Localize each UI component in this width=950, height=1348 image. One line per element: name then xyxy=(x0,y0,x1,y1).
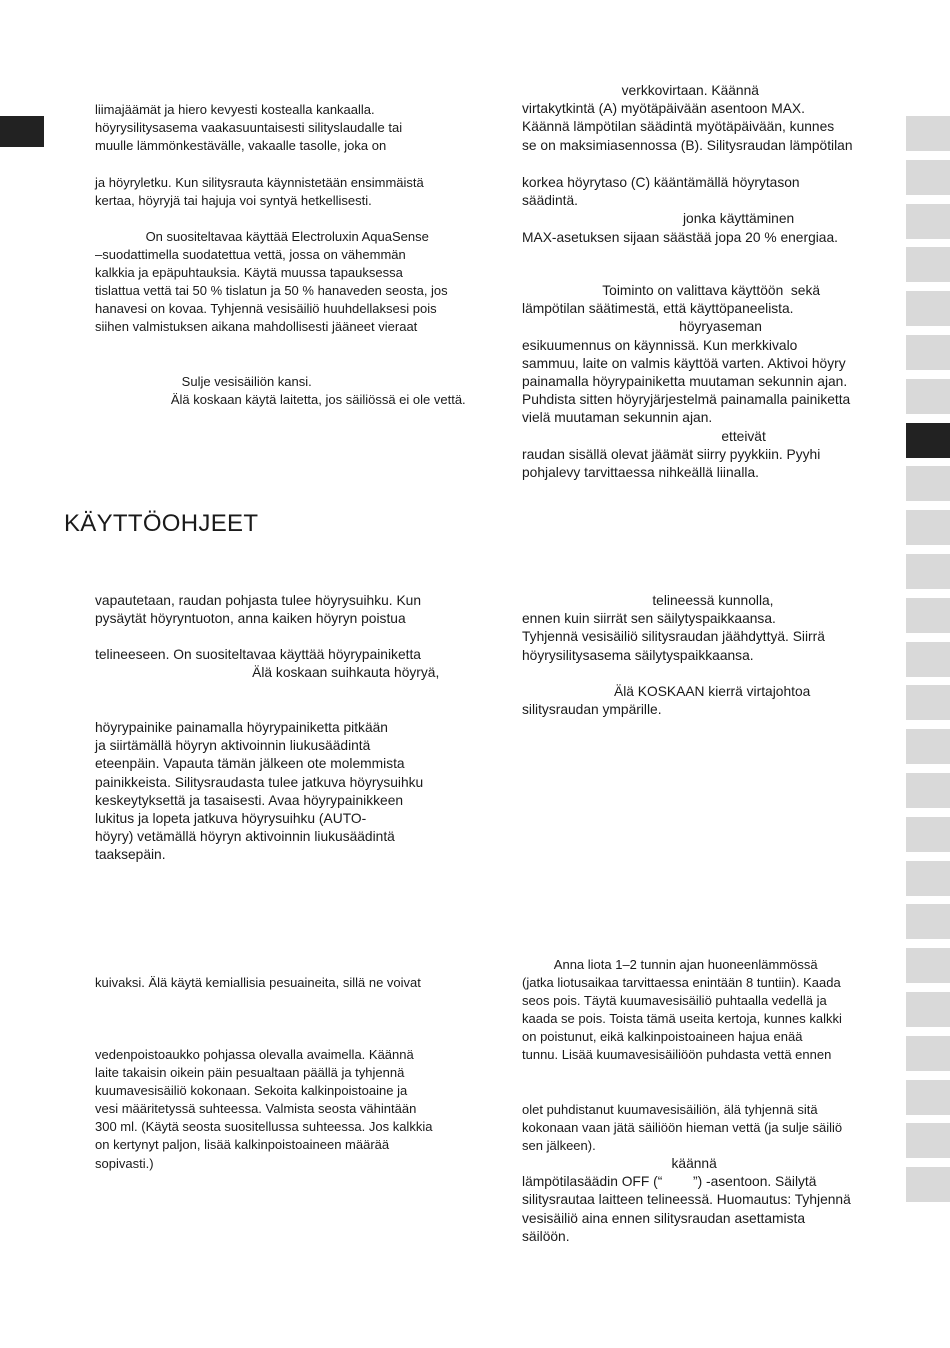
text-line: Älä KOSKAAN kierrä virtajohtoa xyxy=(522,684,811,699)
text-block xyxy=(95,592,421,628)
text-block xyxy=(522,956,842,1065)
text-line: On suositeltavaa käyttää Electroluxin AquaSense xyxy=(95,229,429,244)
text-line: höyrysilitysasema säilytyspaikkaansa. xyxy=(522,647,754,663)
text-line: siihen valmistuksen aikana mahdollisesti jääneet vieraat xyxy=(95,319,418,335)
text-line: ennen kuin siirrät sen säilytyspaikkaansa. xyxy=(522,611,776,627)
text-line: sopivasti.) xyxy=(95,1155,154,1171)
text-block xyxy=(95,373,466,409)
text-line: korkea höyrytaso (C) kääntämällä höyrytason xyxy=(522,175,800,190)
language-tab[interactable] xyxy=(906,817,950,852)
text-line: virtakytkintä (A) myötäpäivään asentoon MAX. xyxy=(522,101,805,117)
text-block xyxy=(522,82,853,155)
text-line: on kertynyt paljon, lisää kalkinpoistoaineen määrää xyxy=(95,1137,390,1153)
text-line: kertaa, höyryjä tai hajuja voi syntyä hetkellisesti. xyxy=(95,193,372,209)
text-line: kalkkia ja epäpuhtauksia. Käytä muussa tapauksessa xyxy=(95,265,403,281)
text-line: Älä koskaan käytä laitetta, jos säiliössä ei ole vettä. xyxy=(95,392,466,408)
text-line: höyrysilitysasema vaakasuuntaisesti silityslaudalle tai xyxy=(95,120,403,136)
section-heading: KÄYTTÖOHJEET xyxy=(64,510,259,537)
text-line: painamalla höyrypainiketta muutaman sekunnin ajan. xyxy=(522,374,848,390)
text-block xyxy=(522,1155,851,1246)
text-line: Käännä lämpötilan säädintä myötäpäivään, kunnes xyxy=(522,119,835,135)
text-line: seos pois. Täytä kuumavesisäiliö puhtaalla vedellä ja xyxy=(522,993,827,1009)
text-line: lämpötilan säätimestä, että käyttöpaneelista. xyxy=(522,301,794,317)
language-tab[interactable] xyxy=(906,861,950,896)
text-line: (jatka liotusaikaa tarvittaessa enintään 8 tuntiin). Kaada xyxy=(522,975,841,991)
text-block xyxy=(95,974,421,992)
language-tab[interactable] xyxy=(906,204,950,239)
language-tab[interactable] xyxy=(906,379,950,414)
text-line: kaada se pois. Toista tämä useita kertoja, kunnes kalkki xyxy=(522,1011,842,1027)
text-block xyxy=(522,592,825,665)
text-line: muulle lämmönkestävälle, vakaalle tasolle, joka on xyxy=(95,138,387,154)
text-line: keskeytyksettä ja tasaisesti. Avaa höyrypainikkeen xyxy=(95,792,404,808)
text-line: käännä xyxy=(522,1156,717,1171)
language-tab[interactable] xyxy=(906,160,950,195)
text-line: Puhdista sitten höyryjärjestelmä painamalla painiketta xyxy=(522,392,851,408)
text-line: pysäytät höyryntuoton, anna kaiken höyryn poistua xyxy=(95,611,406,627)
text-block xyxy=(95,646,439,682)
text-block xyxy=(522,282,850,482)
language-tab[interactable] xyxy=(906,335,950,370)
text-block xyxy=(522,174,838,247)
text-line: vielä muutaman sekunnin ajan. xyxy=(522,410,713,426)
language-tab[interactable] xyxy=(906,773,950,808)
language-tab[interactable] xyxy=(906,729,950,764)
language-tab-strip xyxy=(906,116,950,1211)
text-line: ja höyryletku. Kun silitysrauta käynnistetään ensimmäistä xyxy=(95,175,424,190)
text-line: lukitus ja lopeta jatkuva höyrysuihku (AUTO- xyxy=(95,811,367,827)
text-line: MAX-asetuksen sijaan säästää jopa 20 % energiaa. xyxy=(522,229,838,245)
text-line: vesi määritetyssä suhteessa. Valmista seosta vähintään xyxy=(95,1101,417,1117)
text-line: silitysrautaa laitteen telineessä. Huomautus: Tyhjennä xyxy=(522,1192,851,1208)
text-line: säädintä. xyxy=(522,193,578,209)
text-line: kokonaan vaan jätä säiliöön hieman vettä (ja sulje säiliö xyxy=(522,1120,843,1136)
language-tab-active[interactable] xyxy=(906,423,950,458)
text-line: Älä koskaan suihkauta höyryä, xyxy=(95,665,440,681)
language-tab[interactable] xyxy=(906,992,950,1027)
text-line: 300 ml. (Käytä seosta suositellussa suhteessa. Jos kalkkia xyxy=(95,1119,433,1135)
language-tab[interactable] xyxy=(906,685,950,720)
text-line: sammuu, laite on valmis käyttöä varten. Aktivoi höyry xyxy=(522,355,846,371)
text-block xyxy=(95,174,424,210)
text-line: vapautetaan, raudan pohjasta tulee höyrysuihku. Kun xyxy=(95,593,421,608)
language-marker-tab xyxy=(0,116,44,147)
text-line: raudan sisällä olevat jäämät siirry pyykkiin. Pyyhi xyxy=(522,446,821,462)
text-line: olet puhdistanut kuumavesisäiliön, älä tyhjennä sitä xyxy=(522,1102,818,1117)
text-line: Tyhjennä vesisäiliö silitysraudan jäähdyttyä. Siirrä xyxy=(522,629,825,645)
text-line: Anna liota 1–2 tunnin ajan huoneenlämmössä xyxy=(522,957,818,972)
text-line: höyrypainike painamalla höyrypainiketta pitkään xyxy=(95,720,388,735)
text-line: –suodattimella suodatettua vettä, jossa on vähemmän xyxy=(95,247,406,263)
text-line: lämpötilasäädin OFF (“ ”) -asentoon. Säilytä xyxy=(522,1174,817,1190)
language-tab[interactable] xyxy=(906,554,950,589)
language-tab[interactable] xyxy=(906,510,950,545)
text-line: Sulje vesisäiliön kansi. xyxy=(95,374,312,389)
text-block xyxy=(95,228,448,337)
text-line: tislattua vettä tai 50 % tislatun ja 50 % hanaveden seosta, jos xyxy=(95,283,448,299)
text-line: höyry) vetämällä höyryn aktivoinnin liukusäädintä xyxy=(95,829,395,845)
language-tab[interactable] xyxy=(906,247,950,282)
text-line: eteenpäin. Vapauta tämän jälkeen ote molemmista xyxy=(95,756,405,772)
text-line: jonka käyttäminen xyxy=(522,211,795,227)
text-line: liimajäämät ja hiero kevyesti kostealla kankaalla. xyxy=(95,102,375,117)
text-line: Toiminto on valittava käyttöön sekä xyxy=(522,283,821,298)
text-line: tunnu. Lisää kuumavesisäiliöön puhdasta vettä ennen xyxy=(522,1047,832,1063)
text-line: sen jälkeen). xyxy=(522,1138,596,1154)
text-line: painikkeista. Silitysraudasta tulee jatkuva höyrysuihku xyxy=(95,774,424,790)
text-line: se on maksimiasennossa (B). Silitysraudan lämpötilan xyxy=(522,137,853,153)
text-line: laite takaisin oikein päin pesualtaan päällä ja tyhjennä xyxy=(95,1065,405,1081)
text-line: etteivät xyxy=(522,428,766,444)
language-tab[interactable] xyxy=(906,598,950,633)
text-block xyxy=(95,101,402,155)
language-tab[interactable] xyxy=(906,1123,950,1158)
text-block xyxy=(522,1101,842,1155)
text-line: telineessä kunnolla, xyxy=(522,593,774,608)
text-line: esikuumennus on käynnissä. Kun merkkivalo xyxy=(522,337,798,353)
text-line: höyryaseman xyxy=(522,319,762,335)
text-line: kuivaksi. Älä käytä kemiallisia pesuaineita, sillä ne voivat xyxy=(95,975,421,990)
text-line: silitysraudan ympärille. xyxy=(522,702,662,718)
language-tab[interactable] xyxy=(906,1080,950,1115)
text-block xyxy=(95,1046,432,1173)
language-tab[interactable] xyxy=(906,904,950,939)
text-line: hanavesi on kovaa. Tyhjennä vesisäiliö huuhdellaksesi pois xyxy=(95,301,437,317)
language-tab[interactable] xyxy=(906,1036,950,1071)
language-tab[interactable] xyxy=(906,1167,950,1202)
language-tab[interactable] xyxy=(906,948,950,983)
language-tab[interactable] xyxy=(906,642,950,677)
text-line: pohjalevy tarvittaessa nihkeällä liinalla. xyxy=(522,465,759,481)
text-line: verkkovirtaan. Käännä xyxy=(522,83,759,98)
language-tab[interactable] xyxy=(906,291,950,326)
text-line: on poistunut, eikä kalkinpoistoaineen hajua enää xyxy=(522,1029,803,1045)
language-tab[interactable] xyxy=(906,466,950,501)
text-line: kuumavesisäiliö kokonaan. Sekoita kalkinpoistoaine ja xyxy=(95,1083,408,1099)
text-block xyxy=(522,683,810,719)
text-block xyxy=(95,719,423,865)
text-line: säilöön. xyxy=(522,1228,570,1244)
text-line: taaksepäin. xyxy=(95,847,166,863)
text-line: vesisäiliö aina ennen silitysraudan asettamista xyxy=(522,1210,805,1226)
language-tab[interactable] xyxy=(906,116,950,151)
text-line: vedenpoistoaukko pohjassa olevalla avaimella. Käännä xyxy=(95,1047,414,1062)
text-line: telineeseen. On suositeltavaa käyttää höyrypainiketta xyxy=(95,647,421,662)
text-line: ja siirtämällä höyryn aktivoinnin liukusäädintä xyxy=(95,738,371,754)
